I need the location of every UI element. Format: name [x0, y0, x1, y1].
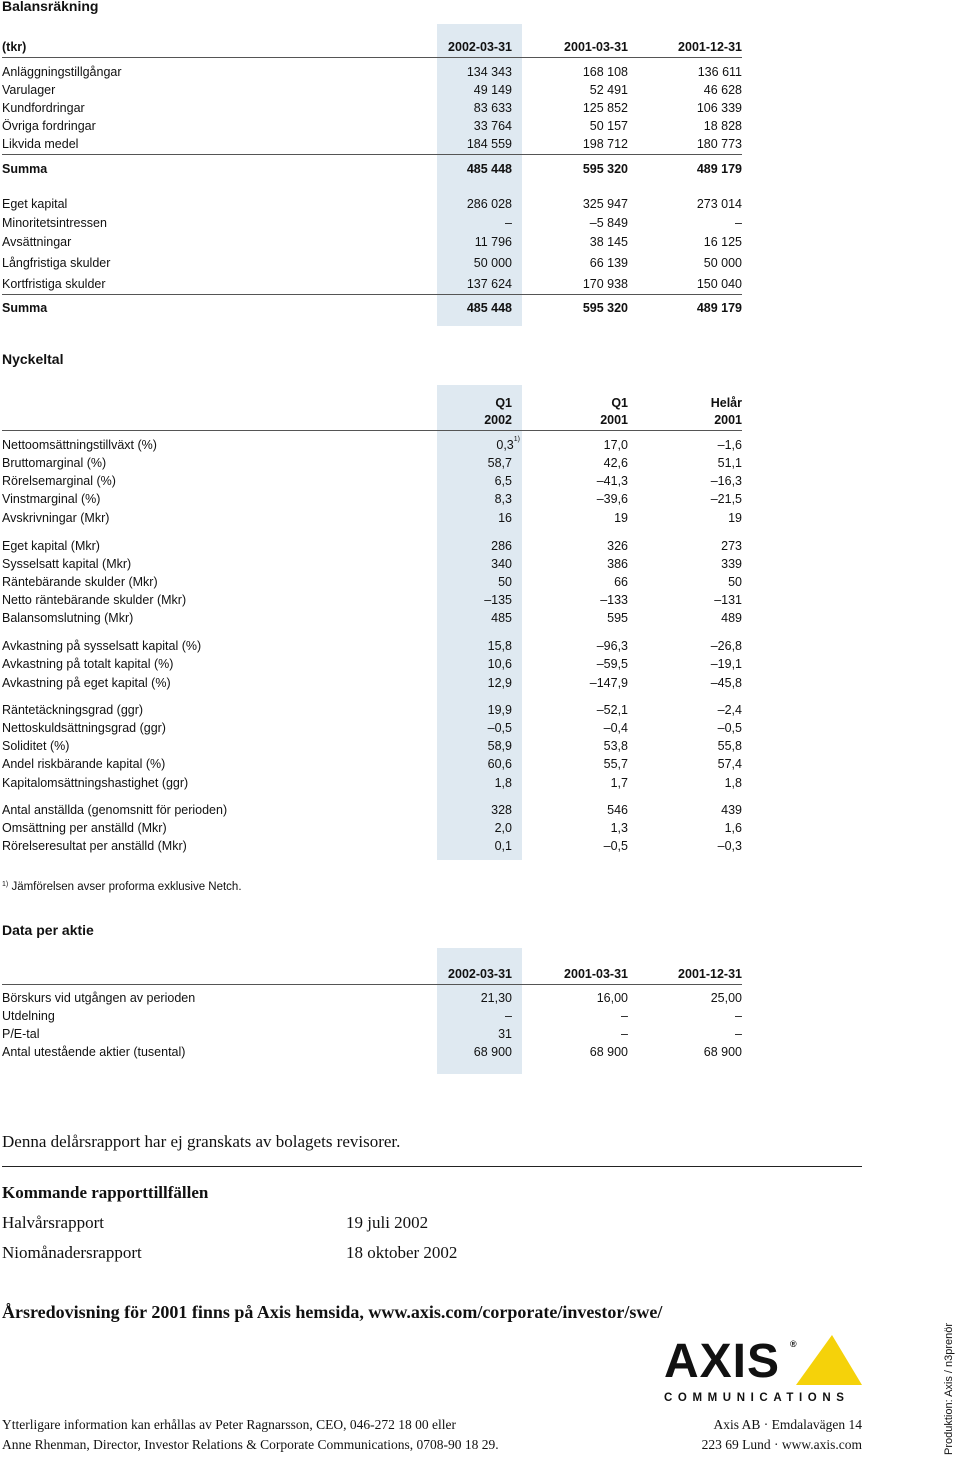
row-c1: 49 149 — [473, 83, 512, 97]
row-c3: 489 — [721, 611, 742, 625]
row-c3: 68 900 — [703, 1045, 742, 1059]
row-c3: –45,8 — [710, 676, 742, 690]
row-c1: 134 343 — [466, 65, 512, 79]
row-label: Långfristiga skulder — [2, 256, 111, 270]
row-c2: – — [621, 1027, 628, 1041]
row-c3: 180 773 — [696, 137, 742, 151]
row-c2: 38 145 — [589, 235, 628, 249]
axis-logo — [664, 1333, 864, 1408]
row-c2: –0,4 — [603, 721, 628, 735]
row-c2: 325 947 — [582, 197, 628, 211]
row-label: Kapitalomsättningshastighet (ggr) — [2, 776, 189, 790]
nyckeltal-row — [2, 755, 742, 773]
row-c1: 11 796 — [474, 235, 512, 249]
company-address-2: 223 69 Lund · www.axis.com — [701, 1437, 862, 1452]
row-c2: 326 — [607, 539, 628, 553]
row-c3: 16 125 — [703, 235, 742, 249]
row-c2: –133 — [600, 593, 628, 607]
header-c2: 2001 — [600, 413, 628, 427]
row-label: Anläggningstillgångar — [2, 65, 122, 79]
row-c1-value: 0,3 — [496, 438, 514, 452]
sum-c3: 489 179 — [696, 162, 742, 176]
row-c3: 439 — [721, 803, 742, 817]
row-c2: 386 — [607, 557, 628, 571]
balans-liability-row — [2, 254, 742, 272]
aktie-title: Data per aktie — [2, 922, 94, 938]
balans-liability-row — [2, 275, 742, 293]
row-c1 — [496, 436, 520, 454]
row-c3: 46 628 — [703, 83, 742, 97]
row-label: Eget kapital — [2, 197, 68, 211]
row-label: Avkastning på sysselsatt kapital (%) — [2, 639, 202, 653]
row-c2: – — [621, 1009, 628, 1023]
row-c1: 68 900 — [473, 1045, 512, 1059]
row-label: Antal utestående aktier (tusental) — [2, 1045, 186, 1059]
row-c2: 55,7 — [603, 757, 628, 771]
balans-liability-row — [2, 214, 742, 232]
row-c1: – — [505, 1009, 512, 1023]
row-c3: 25,00 — [710, 991, 742, 1005]
row-c3: 19 — [728, 511, 742, 525]
row-c1: 2,0 — [494, 821, 512, 835]
axis-logo-word: AXIS — [664, 1335, 781, 1388]
row-c3: 1,6 — [724, 821, 742, 835]
row-c1: 10,6 — [487, 657, 512, 671]
aktie-row — [2, 1007, 742, 1025]
nyckeltal-row — [2, 454, 742, 472]
footnote-text: Jämförelsen avser proforma exklusive Netch. — [11, 881, 242, 893]
sum-c2: 595 320 — [582, 301, 628, 315]
row-c2: 1,7 — [610, 776, 628, 790]
divider — [2, 1166, 862, 1167]
nyckeltal-row — [2, 609, 742, 627]
row-c1: –135 — [484, 593, 512, 607]
nyckeltal-row — [2, 737, 742, 755]
row-c3: 136 611 — [697, 65, 742, 79]
balans-asset-row — [2, 63, 742, 81]
row-c1: 33 764 — [473, 119, 512, 133]
divider — [2, 57, 742, 58]
row-c3: –0,5 — [717, 721, 742, 735]
header-c1: Q1 — [495, 396, 512, 410]
row-c2: 1,3 — [610, 821, 628, 835]
row-c1: 0,1 — [494, 839, 512, 853]
row-label: Kortfristiga skulder — [2, 277, 106, 291]
kommande-title: Kommande rapporttillfällen — [2, 1183, 209, 1202]
sum-c1: 485 448 — [466, 301, 512, 315]
nyckeltal-row — [2, 774, 742, 792]
sum-c2: 595 320 — [582, 162, 628, 176]
nyckeltal-title: Nyckeltal — [2, 351, 64, 367]
report-date: 18 oktober 2002 — [346, 1243, 458, 1262]
row-label: Nettoskuldsättningsgrad (ggr) — [2, 721, 166, 735]
row-c1: 50 000 — [473, 256, 512, 270]
header-c2: 2001-03-31 — [564, 967, 628, 981]
nyckeltal-row — [2, 591, 742, 609]
nyckeltal-row — [2, 837, 742, 855]
balans-sum-liabilities — [2, 299, 742, 317]
row-label: Bruttomarginal (%) — [2, 456, 107, 470]
row-label: Nettoomsättningstillväxt (%) — [2, 438, 157, 452]
row-label: P/E-tal — [2, 1027, 40, 1041]
row-c2: –147,9 — [589, 676, 628, 690]
row-c1: 21,30 — [480, 991, 512, 1005]
row-label: Netto räntebärande skulder (Mkr) — [2, 593, 187, 607]
row-c2: –41,3 — [596, 474, 628, 488]
row-label: Soliditet (%) — [2, 739, 70, 753]
row-c2: 66 139 — [589, 256, 628, 270]
nyckeltal-row — [2, 637, 742, 655]
nyckeltal-row — [2, 655, 742, 673]
axis-logo-communications: COMMUNICATIONS — [664, 1392, 850, 1404]
aktie-row — [2, 989, 742, 1007]
nyckeltal-row — [2, 555, 742, 573]
row-c1: 60,6 — [487, 757, 512, 771]
balans-header-c1: 2002-03-31 — [448, 40, 512, 54]
row-c3: –0,3 — [717, 839, 742, 853]
company-address-1: Axis AB · Emdalavägen 14 — [713, 1417, 862, 1432]
row-c2: 168 108 — [582, 65, 628, 79]
divider — [2, 294, 742, 295]
sum-label: Summa — [2, 162, 48, 176]
row-c1: 6,5 — [494, 474, 512, 488]
row-label: Avkastning på eget kapital (%) — [2, 676, 171, 690]
report-name: Halvårsrapport — [2, 1213, 104, 1232]
contact-line-1: Ytterligare information kan erhållas av Peter Ragnarsson, CEO, 046-272 18 00 eller — [2, 1417, 456, 1432]
row-c2: 42,6 — [603, 456, 628, 470]
row-c1: 328 — [491, 803, 512, 817]
row-c3: – — [735, 1009, 742, 1023]
nyckeltal-row — [2, 801, 742, 819]
row-c2: 53,8 — [603, 739, 628, 753]
row-label: Omsättning per anställd (Mkr) — [2, 821, 167, 835]
row-c2: 16,00 — [596, 991, 628, 1005]
row-c2: 52 491 — [589, 83, 628, 97]
row-c3: –19,1 — [710, 657, 742, 671]
row-c3: 50 000 — [703, 256, 742, 270]
row-c2: –59,5 — [596, 657, 628, 671]
row-label: Rörelseresultat per anställd (Mkr) — [2, 839, 187, 853]
header-c3: Helår — [710, 396, 742, 410]
aktie-row — [2, 1043, 742, 1061]
row-c3: –1,6 — [717, 438, 742, 452]
audit-notice: Denna delårsrapport har ej granskats av bolagets revisorer. — [2, 1132, 401, 1151]
nyckeltal-row — [2, 819, 742, 837]
row-label: Kundfordringar — [2, 101, 85, 115]
row-c3: 339 — [721, 557, 742, 571]
arsredovisning-link[interactable]: Årsredovisning för 2001 finns på Axis hemsida, www.axis.com/corporate/investor/swe/ — [2, 1302, 663, 1322]
row-c2: –52,1 — [596, 703, 628, 717]
row-label: Antal anställda (genomsnitt för perioden) — [2, 803, 228, 817]
row-c3: 57,4 — [717, 757, 742, 771]
row-label: Varulager — [2, 83, 56, 97]
balans-sum-assets — [2, 160, 742, 178]
row-c2: 546 — [607, 803, 628, 817]
balans-header — [2, 38, 742, 56]
row-c1: 137 624 — [466, 277, 512, 291]
row-c3: 50 — [728, 575, 742, 589]
row-c2: 595 — [607, 611, 628, 625]
row-c2: –39,6 — [596, 492, 628, 506]
balans-title: Balansräkning — [2, 0, 99, 14]
divider — [2, 430, 742, 431]
row-c2: 68 900 — [589, 1045, 628, 1059]
nyckeltal-row — [2, 701, 742, 719]
nyckeltal-row — [2, 537, 742, 555]
row-label: Börskurs vid utgången av perioden — [2, 991, 196, 1005]
row-c2: 125 852 — [582, 101, 628, 115]
row-label: Eget kapital (Mkr) — [2, 539, 100, 553]
header-c1: 2002 — [484, 413, 512, 427]
row-c3: 106 339 — [696, 101, 742, 115]
nyckeltal-row — [2, 719, 742, 737]
header-c3: 2001-12-31 — [678, 967, 742, 981]
report-date: 19 juli 2002 — [346, 1213, 429, 1232]
row-c3: –26,8 — [710, 639, 742, 653]
row-c2: 19 — [614, 511, 628, 525]
row-c2: 17,0 — [603, 438, 628, 452]
row-c2: 66 — [614, 575, 628, 589]
row-c1: 58,7 — [487, 456, 512, 470]
row-c1: 340 — [491, 557, 512, 571]
sum-c3: 489 179 — [696, 301, 742, 315]
row-c3: 273 014 — [696, 197, 742, 211]
row-c1: 83 633 — [473, 101, 512, 115]
balans-header-label: (tkr) — [2, 40, 27, 54]
row-c2: –5 849 — [589, 216, 628, 230]
row-c2: 170 938 — [582, 277, 628, 291]
row-c1: 16 — [498, 511, 512, 525]
balans-header-c2: 2001-03-31 — [564, 40, 628, 54]
row-c3: – — [735, 216, 742, 230]
report-item — [2, 1213, 702, 1233]
row-c1: 12,9 — [487, 676, 512, 690]
row-label: Balansomslutning (Mkr) — [2, 611, 134, 625]
row-c1: –0,5 — [487, 721, 512, 735]
row-c3: 1,8 — [724, 776, 742, 790]
nyckeltal-row — [2, 436, 742, 454]
sum-c1: 485 448 — [466, 162, 512, 176]
row-c1: 485 — [491, 611, 512, 625]
row-c3: 55,8 — [717, 739, 742, 753]
contact-line-2: Anne Rhenman, Director, Investor Relations & Corporate Communications, 0708-90 18 29. — [2, 1437, 499, 1452]
row-label: Utdelning — [2, 1009, 55, 1023]
row-c2: –96,3 — [596, 639, 628, 653]
row-c1: 58,9 — [487, 739, 512, 753]
row-c1: – — [505, 216, 512, 230]
row-c1: 1,8 — [494, 776, 512, 790]
balans-asset-row — [2, 99, 742, 117]
row-c1: 15,8 — [487, 639, 512, 653]
report-name: Niomånadersrapport — [2, 1243, 142, 1262]
balans-liability-row — [2, 195, 742, 213]
row-c3: 273 — [721, 539, 742, 553]
row-c3: –21,5 — [710, 492, 742, 506]
row-c1: 19,9 — [487, 703, 512, 717]
production-credit: Produktion: Axis / n3prenör — [943, 1322, 955, 1455]
footnote — [2, 881, 242, 893]
row-c1: 31 — [498, 1027, 512, 1041]
row-label: Vinstmarginal (%) — [2, 492, 101, 506]
row-c3: 51,1 — [717, 456, 742, 470]
row-c1: 286 — [491, 539, 512, 553]
row-label: Likvida medel — [2, 137, 79, 151]
row-label: Räntebärande skulder (Mkr) — [2, 575, 158, 589]
header-c2: Q1 — [611, 396, 628, 410]
row-c1: 286 028 — [466, 197, 512, 211]
row-label: Minoritetsintressen — [2, 216, 107, 230]
report-item — [2, 1243, 702, 1263]
balans-asset-row — [2, 135, 742, 153]
row-label: Avkastning på totalt kapital (%) — [2, 657, 174, 671]
row-label: Räntetäckningsgrad (ggr) — [2, 703, 144, 717]
balans-liability-row — [2, 233, 742, 251]
aktie-row — [2, 1025, 742, 1043]
balans-asset-row — [2, 117, 742, 135]
row-label: Övriga fordringar — [2, 119, 96, 133]
row-label: Sysselsatt kapital (Mkr) — [2, 557, 132, 571]
nyckeltal-row — [2, 472, 742, 490]
nyckeltal-header-1 — [2, 394, 742, 412]
footnote-marker: 1) — [2, 881, 9, 888]
row-c3: –2,4 — [717, 703, 742, 717]
row-label: Andel riskbärande kapital (%) — [2, 757, 166, 771]
row-c3: 150 040 — [696, 277, 742, 291]
nyckeltal-row — [2, 509, 742, 527]
row-c2: –0,5 — [603, 839, 628, 853]
divider — [2, 984, 742, 985]
nyckeltal-row — [2, 674, 742, 692]
header-c3: 2001 — [714, 413, 742, 427]
header-c1: 2002-03-31 — [448, 967, 512, 981]
axis-logo-reg: ® — [790, 1339, 797, 1349]
row-c1: 50 — [498, 575, 512, 589]
row-label: Avskrivningar (Mkr) — [2, 511, 110, 525]
sum-label: Summa — [2, 301, 48, 315]
nyckeltal-row — [2, 573, 742, 591]
nyckeltal-row — [2, 490, 742, 508]
balans-header-c3: 2001-12-31 — [678, 40, 742, 54]
row-c3: –131 — [714, 593, 742, 607]
row-label: Rörelsemarginal (%) — [2, 474, 116, 488]
balans-asset-row — [2, 81, 742, 99]
row-label: Avsättningar — [2, 235, 72, 249]
row-c3: 18 828 — [703, 119, 742, 133]
divider — [2, 154, 742, 155]
row-c2: 50 157 — [589, 119, 628, 133]
row-c2: 198 712 — [582, 137, 628, 151]
row-c3: – — [735, 1027, 742, 1041]
aktie-header — [2, 965, 742, 983]
row-c3: –16,3 — [710, 474, 742, 488]
row-c1: 8,3 — [494, 492, 512, 506]
nyckeltal-header-2 — [2, 411, 742, 429]
row-c1: 184 559 — [466, 137, 512, 151]
footnote-marker: 1) — [513, 436, 520, 443]
